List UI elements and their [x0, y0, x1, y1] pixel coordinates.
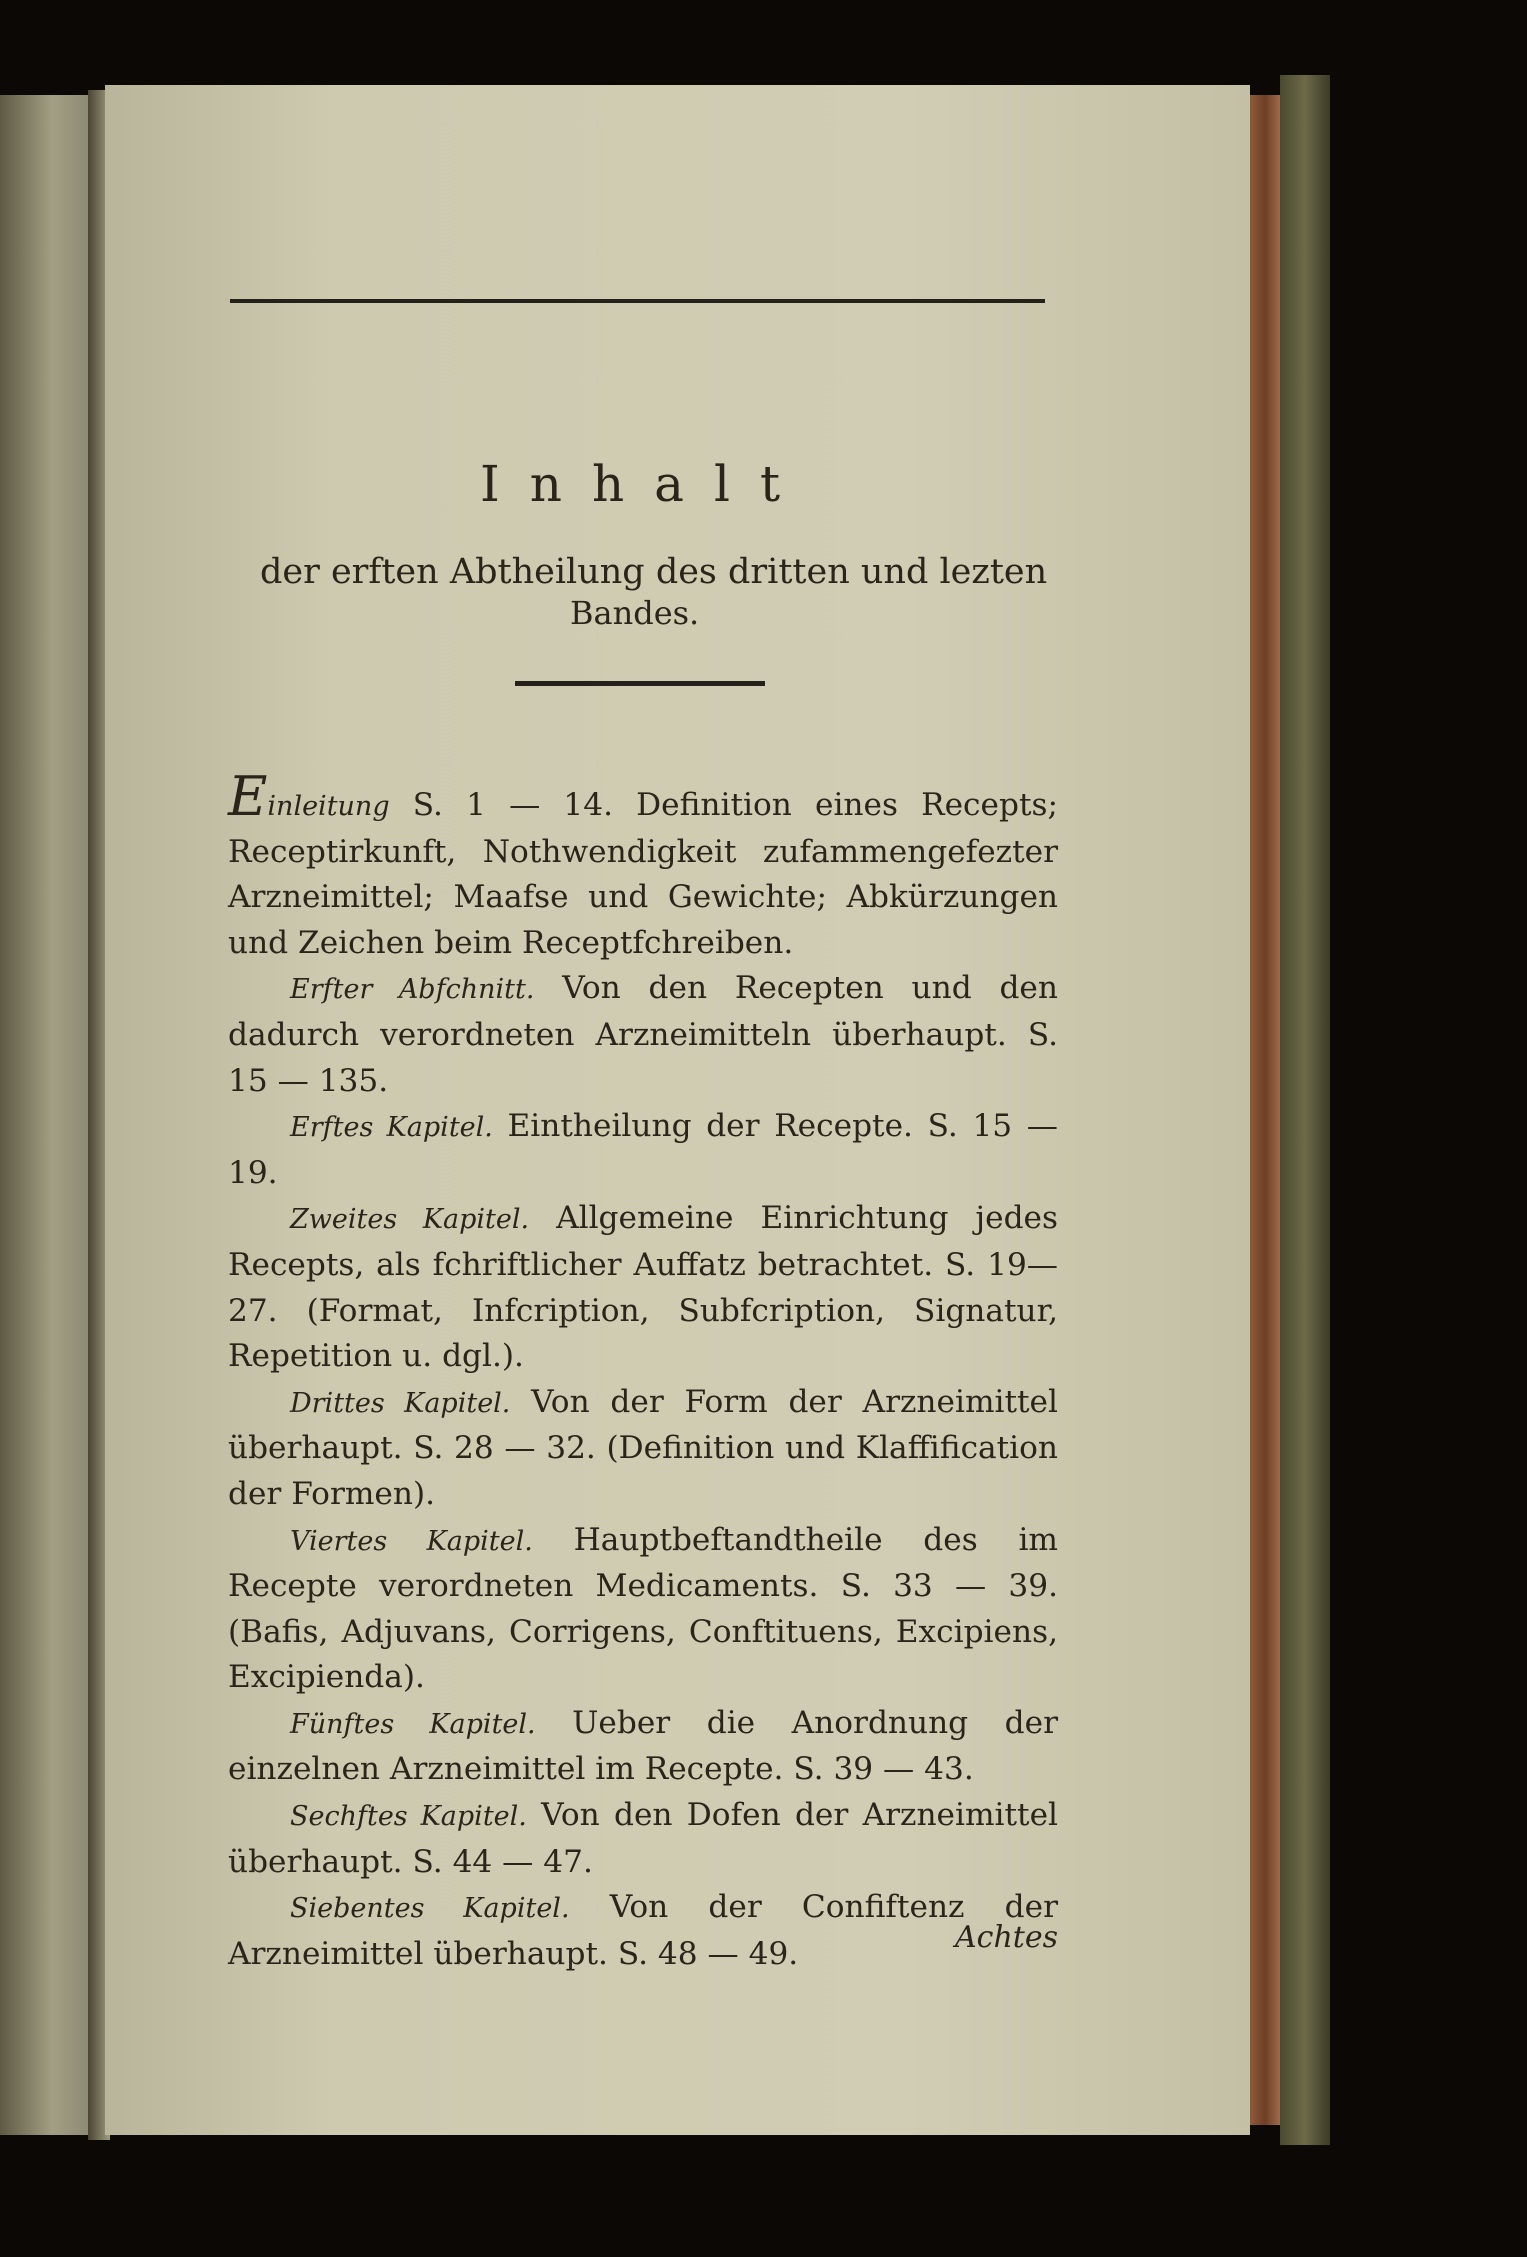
- entry-text: Eintheilung der Recepte. S. 15 — 19.: [228, 1108, 1058, 1191]
- page-title: Inhalt: [480, 455, 811, 513]
- entry-text: Von den Recepten und den dadurch verordneten Arzneimitteln überhaupt. S. 15 — 135.: [228, 970, 1058, 1099]
- entry-label: Siebentes Kapitel.: [290, 1893, 570, 1925]
- entry-kapitel-5: [228, 1701, 1058, 1793]
- entry-text: Ueber die Anordnung der einzelnen Arzneimittel im Recepte. S. 39 — 43.: [228, 1704, 1058, 1788]
- contents-body: [228, 765, 1059, 1977]
- entry-text: S. 1 — 14. Definition eines Recepts; Receptirkunft, Nothwendigkeit zufammengefezter Arzneimittel; Maafse und Gewichte; Abkürzungen und Zeichen beim Receptfchreiben.: [228, 787, 1058, 961]
- entry-text: Von der Confiftenz der Arzneimittel überhaupt. S. 48 — 49.: [228, 1889, 1058, 1972]
- entry-text: Hauptbeftandtheile des im Recepte verordneten Medicaments. S. 33 — 39. (Bafis, Adjuvans, Corrigens, Conftituens, Excipiens, Excipienda).: [228, 1521, 1058, 1696]
- entry-label: Erftes Kapitel.: [290, 1112, 493, 1144]
- entry-label: Fünftes Kapitel.: [290, 1708, 536, 1740]
- entry-kapitel-3: [228, 1380, 1058, 1518]
- entry-kapitel-2: [228, 1196, 1058, 1379]
- entry-text: Allgemeine Einrichtung jedes Recepts, als fchriftlicher Auffatz betrachtet. S. 19—27. (Format, Infcription, Subfcription, Signatur, Repetition u. dgl.).: [228, 1200, 1058, 1375]
- top-rule: [230, 299, 1045, 303]
- page-edges: [1250, 95, 1280, 2125]
- entry-kapitel-4: [228, 1518, 1058, 1701]
- entry-label: Sechftes Kapitel.: [290, 1801, 527, 1833]
- entry-kapitel-1: [228, 1104, 1058, 1196]
- initial-letter: E: [228, 765, 268, 828]
- entry-label: Viertes Kapitel.: [290, 1525, 533, 1557]
- catchword: Achtes: [955, 1920, 1058, 1955]
- divider-rule: [515, 681, 765, 686]
- entry-label: Zweites Kapitel.: [290, 1204, 530, 1236]
- entry-kapitel-6: [228, 1793, 1058, 1885]
- entry-abschnitt-1: [228, 966, 1058, 1104]
- subtitle-line-2: Bandes.: [570, 594, 700, 632]
- book-cover: [1280, 75, 1330, 2145]
- entry-label: inleitung: [267, 791, 390, 822]
- subtitle-line-1: der erften Abtheilung des dritten und lezten: [260, 552, 1048, 592]
- entry-text: Von den Dofen der Arzneimittel überhaupt. S. 44 — 47.: [228, 1797, 1059, 1880]
- entry-text: Von der Form der Arzneimittel überhaupt. S. 28 — 32. (Definition und Klaffification der Formen).: [228, 1383, 1058, 1512]
- entry-label: Erfter Abfchnitt.: [290, 974, 535, 1006]
- entry-label: Drittes Kapitel.: [290, 1387, 511, 1419]
- entry-einleitung: [228, 765, 1058, 966]
- left-page-edge: [0, 95, 95, 2135]
- entry-kapitel-7: [228, 1885, 1058, 1977]
